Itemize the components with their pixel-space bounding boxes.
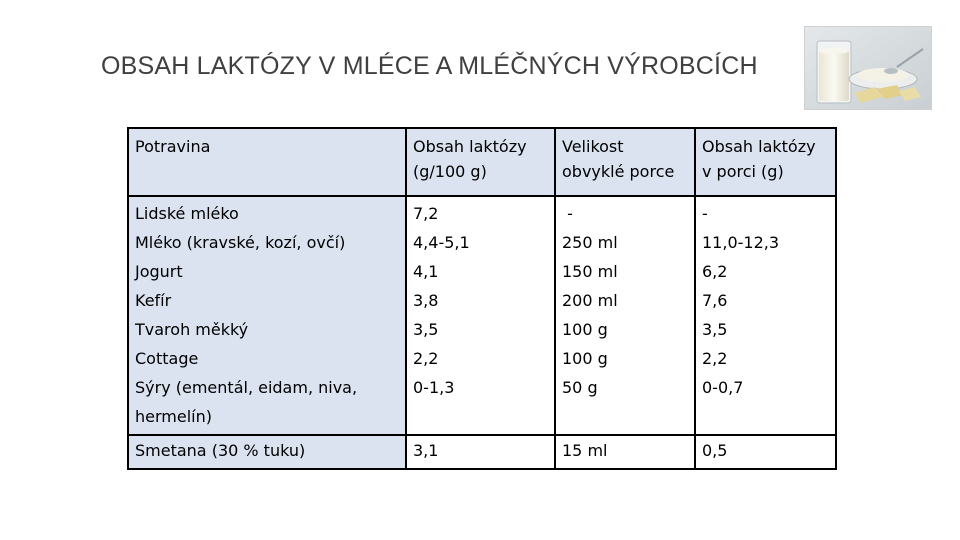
table-row — [128, 435, 836, 469]
portion-cell: 250 ml — [562, 233, 618, 252]
food-cell: Kefír — [135, 291, 172, 310]
lactose-cell: 3,1 — [406, 435, 555, 469]
table-header-row — [128, 128, 836, 196]
portion-cell: 15 ml — [555, 435, 695, 469]
food-cell: Sýry (ementál, eidam, niva, — [135, 378, 358, 397]
per-portion-cell: 0-0,7 — [702, 378, 744, 397]
header-food: Potravina — [128, 128, 406, 196]
header-lactose-per-100g: Obsah laktózy (g/100 g) — [406, 128, 555, 196]
food-cell: Mléko (kravské, kozí, ovčí) — [135, 233, 346, 252]
food-cell: Tvaroh měkký — [135, 320, 249, 339]
lactose-cell: 4,4-5,1 — [413, 233, 470, 252]
slide-title: OBSAH LAKTÓZY V MLÉCE A MLÉČNÝCH VÝROBCÍCH — [101, 52, 758, 80]
lactose-cell: 0-1,3 — [413, 378, 455, 397]
food-cell-continued: hermelín) — [135, 407, 212, 426]
per-portion-column — [695, 196, 836, 435]
food-cell: Jogurt — [135, 262, 183, 281]
milk-glass-and-cheese-photo — [804, 26, 932, 110]
per-portion-cell: 3,5 — [702, 320, 728, 339]
per-portion-cell: 11,0-12,3 — [702, 233, 780, 252]
lactose-column — [406, 196, 555, 435]
header-lactose-per-portion: Obsah laktózy v porci (g) — [695, 128, 836, 196]
lactose-cell: 4,1 — [413, 262, 439, 281]
per-portion-cell: 2,2 — [702, 349, 728, 368]
lactose-cell: 7,2 — [413, 204, 439, 223]
portion-cell: - — [562, 204, 573, 223]
per-portion-cell: 0,5 — [695, 435, 836, 469]
portion-cell: 100 g — [562, 349, 608, 368]
food-cell: Lidské mléko — [135, 204, 239, 223]
lactose-cell: 2,2 — [413, 349, 439, 368]
food-cell: Smetana (30 % tuku) — [128, 435, 406, 469]
header-portion-size: Velikost obvyklé porce — [555, 128, 695, 196]
portion-cell: 100 g — [562, 320, 608, 339]
per-portion-cell: - — [702, 204, 708, 223]
portion-cell: 50 g — [562, 378, 598, 397]
portion-column — [555, 196, 695, 435]
per-portion-cell: 6,2 — [702, 262, 728, 281]
portion-cell: 200 ml — [562, 291, 618, 310]
lactose-table — [127, 127, 837, 470]
food-column — [128, 196, 406, 435]
lactose-cell: 3,5 — [413, 320, 439, 339]
portion-cell: 150 ml — [562, 262, 618, 281]
table-body-row — [128, 196, 836, 435]
lactose-cell: 3,8 — [413, 291, 439, 310]
food-cell: Cottage — [135, 349, 199, 368]
per-portion-cell: 7,6 — [702, 291, 728, 310]
